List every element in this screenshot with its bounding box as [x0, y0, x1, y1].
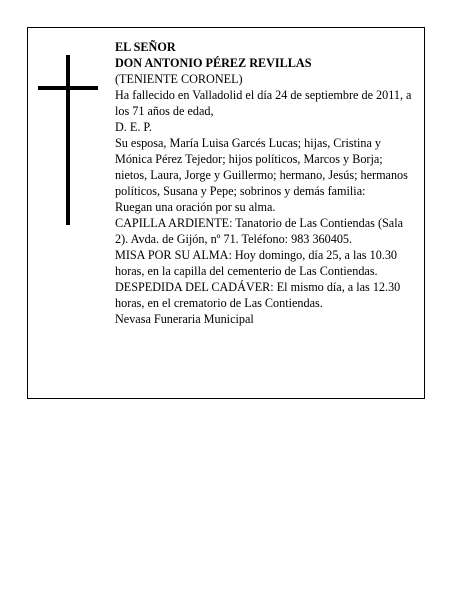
cross-vertical-bar: [66, 55, 70, 225]
deceased-name: DON ANTONIO PÉREZ REVILLAS: [115, 56, 312, 70]
deceased-rank: (TENIENTE CORONEL): [115, 72, 243, 86]
death-statement: Ha fallecido en Valladolid el día 24 de septiembre de 2011, a los 71 años de edad,: [115, 88, 412, 118]
funeral-home: Nevasa Funeraria Municipal: [115, 312, 254, 326]
obituary-text: [115, 39, 415, 327]
cross-icon: [38, 55, 98, 225]
farewell-info: DESPEDIDA DEL CADÁVER: El mismo día, a las 12.30 horas, en el crematorio de Las Contiendas.: [115, 280, 401, 310]
mass-info: MISA POR SU ALMA: Hoy domingo, día 25, a las 10.30 horas, en la capilla del cementerio de Las Contiendas.: [115, 248, 398, 278]
rip-line: D. E. P.: [115, 120, 152, 134]
family-list: Su esposa, María Luisa Garcés Lucas; hijas, Cristina y Mónica Pérez Tejedor; hijos políticos, Marcos y Borja; nietos, Laura, Jorge y Guillermo; hermano, Jesús; hermanos políticos, Susana y Pepe; sobrinos y demás familia:: [115, 136, 408, 198]
prayer-request: Ruegan una oración por su alma.: [115, 200, 276, 214]
cross-horizontal-bar: [38, 86, 98, 90]
obituary-notice: [27, 27, 425, 399]
deceased-title: EL SEÑOR: [115, 40, 176, 54]
chapel-info: CAPILLA ARDIENTE: Tanatorio de Las Contiendas (Sala 2). Avda. de Gijón, nº 71. Teléfono: 983 360405.: [115, 216, 403, 246]
